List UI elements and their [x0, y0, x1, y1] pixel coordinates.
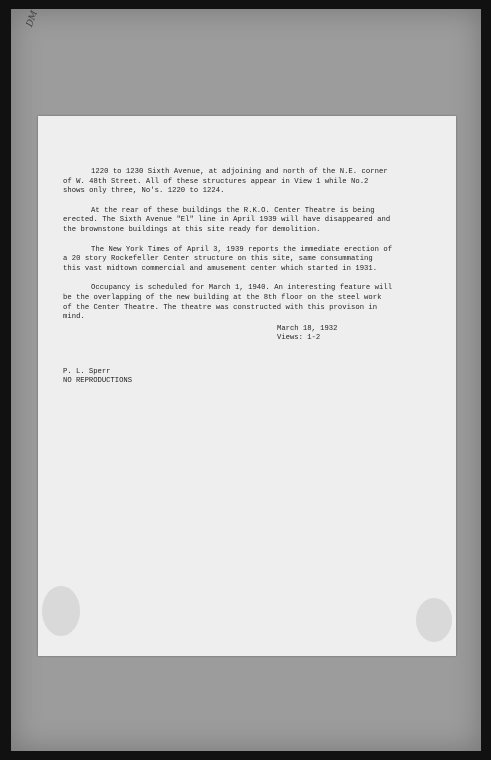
- photographer-name: P. L. Sperr: [63, 368, 111, 376]
- corner-annotation: DM: [25, 9, 41, 29]
- paragraph-4: Occupancy is scheduled for March 1, 1940. An interesting feature will be the overlapping of the new building at the 8th floor on the steel work of the Center Theatre. The theatre was constructed with this provison in mind.: [63, 284, 393, 322]
- date-block: [277, 325, 337, 343]
- views-line: Views: 1-2: [277, 334, 321, 342]
- paragraph-1: 1220 to 1230 Sixth Avenue, at adjoining and north of the N.E. corner of W. 48th Street. All of these structures appear in View 1 while No.2 shows only three, No's. 1220 to 1224.: [63, 168, 388, 196]
- signature-block: [63, 368, 132, 386]
- date-line: March 18, 1932: [277, 325, 338, 333]
- paragraph-3: The New York Times of April 3, 1939 reports the immediate erection of a 20 story Rockefeller Center structure on this site, same consummating this vast midtown commercial and amusement center which started in 1931.: [63, 245, 393, 273]
- reproduction-note: NO REPRODUCTIONS: [63, 377, 133, 385]
- document-body: [63, 168, 393, 333]
- paragraph-2: At the rear of these buildings the R.K.O. Center Theatre is being erected. The Sixth Avenue "El" line in April 1939 will have disappeared and the brownstone buildings at this site ready for demolition.: [63, 206, 391, 234]
